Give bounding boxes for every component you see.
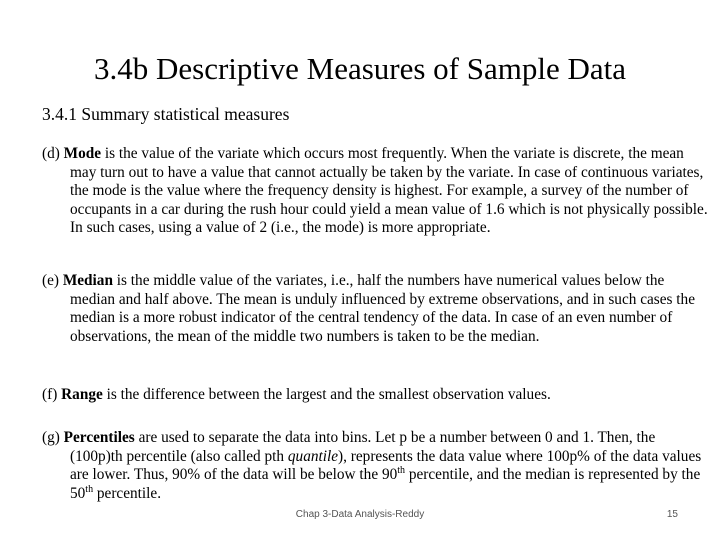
term-median: Median	[62, 272, 113, 289]
paragraph-range	[42, 386, 710, 405]
paragraph-body: percentile.	[93, 484, 162, 502]
slide-title: 3.4b Descriptive Measures of Sample Data	[93, 51, 626, 86]
paragraph-body: percentile, and the median is represented by the 50	[70, 466, 701, 502]
paragraph-label: (d)	[42, 145, 60, 162]
paragraph-label: (g)	[42, 429, 60, 446]
page-number: 15	[666, 509, 678, 520]
footer-chapter-label: Chap 3-Data Analysis-Reddy	[295, 509, 425, 520]
term-quantile: quantile	[287, 447, 339, 465]
paragraph-body: is the difference between the largest and the smallest observation values.	[102, 386, 551, 403]
paragraph-body: ), represents the data value where 100p% of the data values are lower. Thus, 90% of the data will be below the 90	[70, 447, 702, 484]
paragraph-mode	[42, 145, 710, 238]
superscript-th: th	[85, 483, 94, 495]
paragraph-body: are used to separate the data into bins. Let p be a number between 0 and 1. Then, the (100p)th percentile (also called pth	[70, 429, 656, 465]
term-mode: Mode	[63, 145, 102, 162]
paragraph-body: is the value of the variate which occurs most frequently. When the variate is discrete, the mean may turn out to have a value that cannot actually be taken by the variate. In case of continuous variates, the mode is the value where the frequency density is highest. For example, a survey of the number of occupants in a car during the rush hour could yield a mean value of 1.6 which is not physically possible. In such cases, using a value of 2 (i.e., the mode) is more appropriate.	[70, 145, 708, 237]
term-percentiles: Percentiles	[63, 429, 135, 446]
term-range: Range	[61, 386, 103, 403]
paragraph-label: (f)	[42, 386, 58, 403]
paragraph-body: is the middle value of the variates, i.e., half the numbers have numerical values below the median and half above. The mean is unduly influenced by extreme observations, and in such cases the median is a more robust indicator of the central tendency of the data. In case of an even number of observations, the mean of the middle two numbers is taken to be the median.	[70, 272, 695, 345]
superscript-th: th	[397, 465, 406, 477]
section-subtitle: 3.4.1 Summary statistical measures	[42, 104, 290, 124]
paragraph-median	[42, 272, 710, 346]
paragraph-percentiles	[42, 429, 710, 503]
paragraph-label: (e)	[42, 272, 59, 289]
